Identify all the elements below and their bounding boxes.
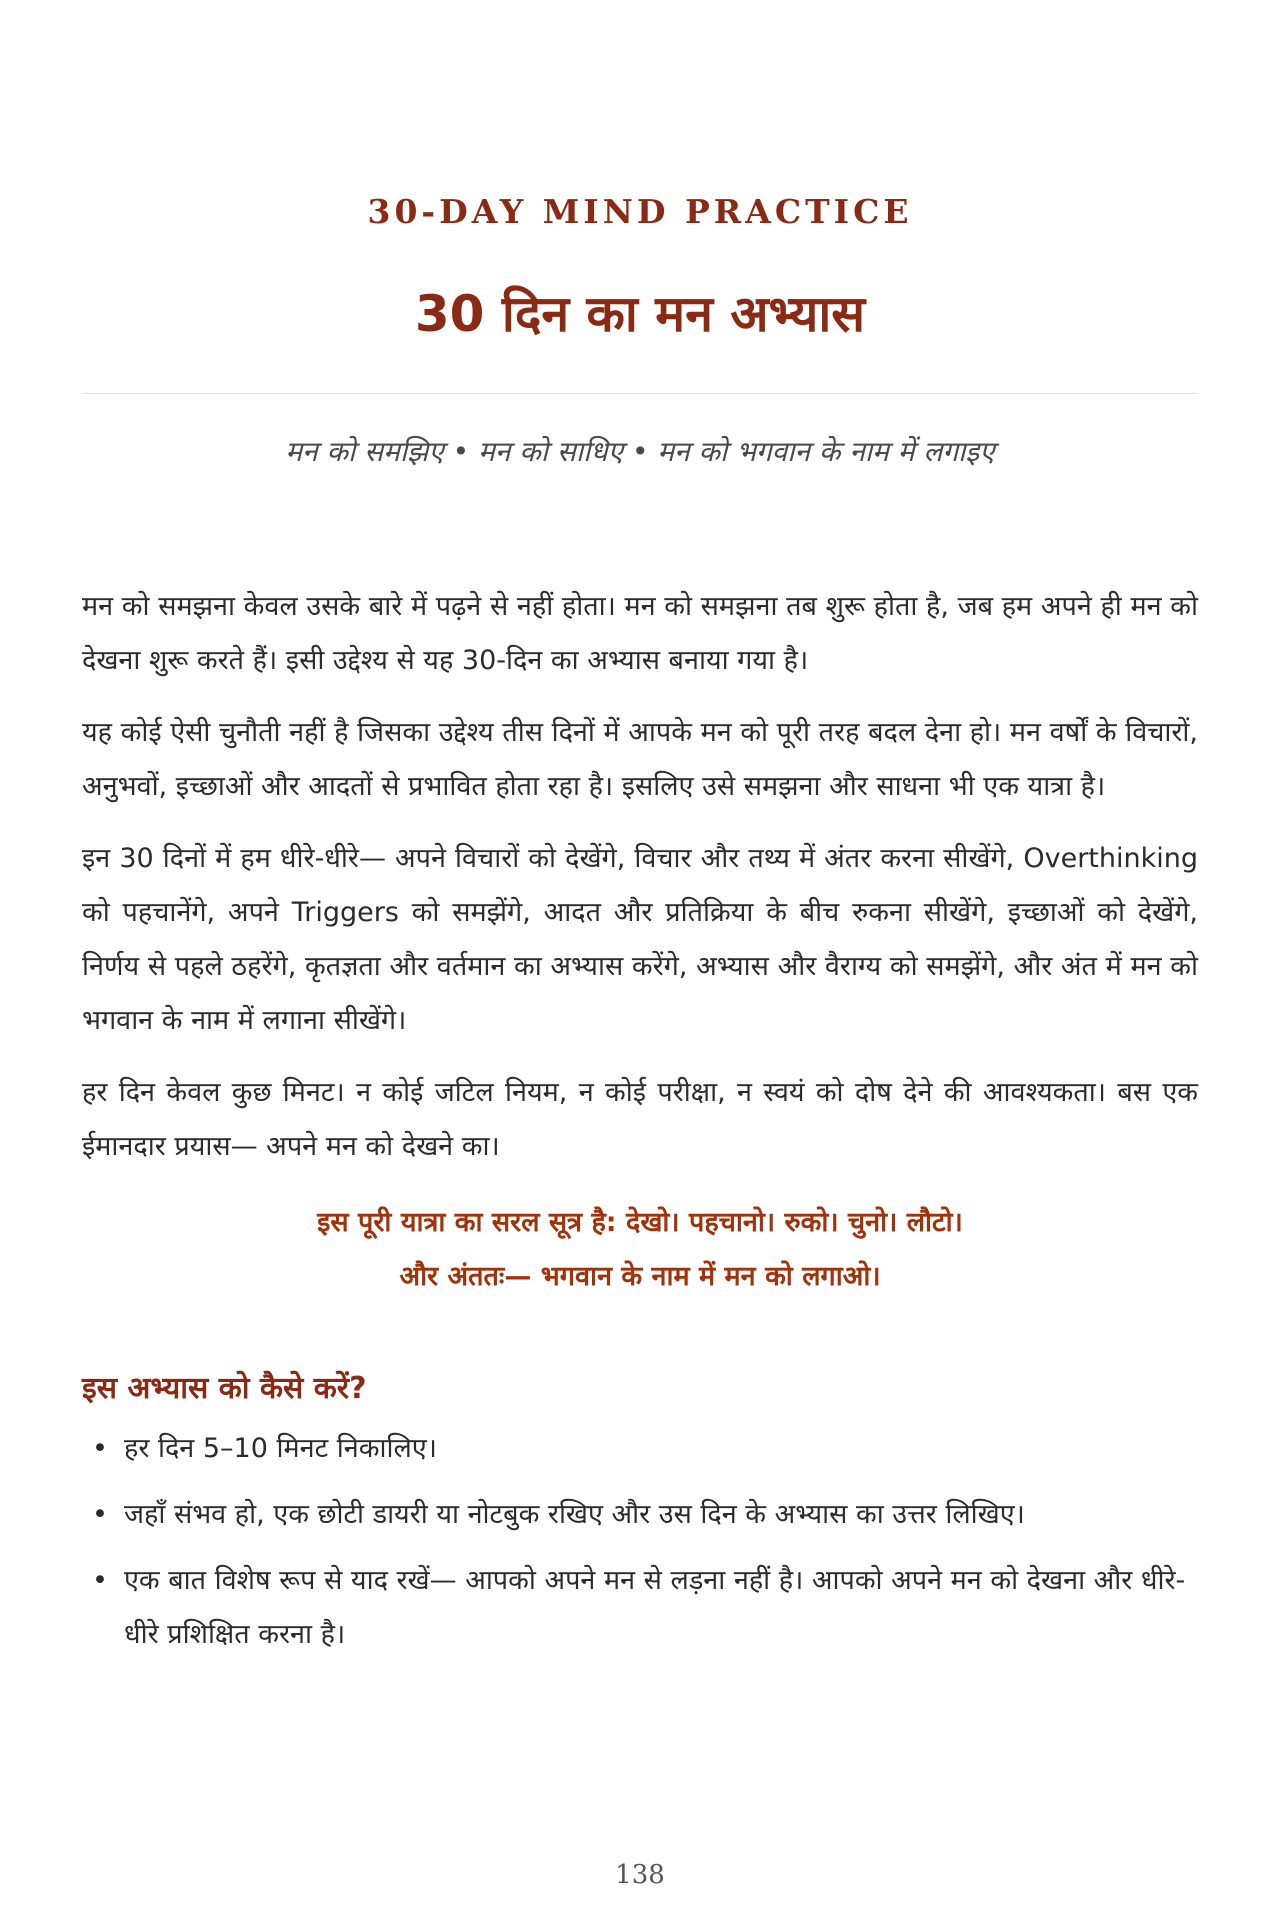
highlight-sutra — [82, 1196, 1198, 1304]
chapter-overline: 30-DAY MIND PRACTICE — [367, 192, 913, 231]
bullet-icon: • — [92, 1565, 108, 1596]
paragraph-3: इन 30 दिनों में हम धीरे-धीरे— अपने विचारों को देखेंगे, विचार और तथ्य में अंतर करना सीखेंगे, Overthinking को पहचानेंगे, अपने Triggers को समझेंगे, आदत और प्रतिक्रिया के बीच रुकना सीखेंगे, इच्छाओं को देखेंगे, निर्णय से पहले ठहरेंगे, कृतज्ञता और वर्तमान का अभ्यास करेंगे, अभ्यास और वैराग्य को समझेंगे, और अंत में मन को भगवान के नाम में लगाना सीखेंगे। — [82, 843, 1198, 1036]
list-item-text: एक बात विशेष रूप से याद रखें— आपको अपने मन से लड़ना नहीं है। आपको अपने मन को देखना और धीरे-धीरे प्रशिक्षित करना है। — [124, 1565, 1186, 1650]
sutra-line-2: और अंततः— भगवान के नाम में मन को लगाओ। — [399, 1261, 881, 1292]
instruction-list — [82, 1422, 1198, 1662]
list-item-text: हर दिन 5–10 मिनट निकालिए। — [124, 1433, 437, 1464]
paragraph-4: हर दिन केवल कुछ मिनट। न कोई जटिल नियम, न कोई परीक्षा, न स्वयं को दोष देने की आवश्यकता। बस एक ईमानदार प्रयास— अपने मन को देखने का। — [82, 1077, 1198, 1162]
list-item — [82, 1422, 1198, 1476]
paragraph-2: यह कोई ऐसी चुनौती नहीं है जिसका उद्देश्य तीस दिनों में आपके मन को पूरी तरह बदल देना हो। मन वर्षों के विचारों, अनुभवों, इच्छाओं और आदतों से प्रभावित होता रहा है। इसलिए उसे समझना और साधना भी एक यात्रा है। — [82, 717, 1198, 802]
list-item-text: जहाँ संभव हो, एक छोटी डायरी या नोटबुक रखिए और उस दिन के अभ्यास का उत्तर लिखिए। — [124, 1499, 1025, 1530]
section-heading: इस अभ्यास को कैसे करें? — [82, 1371, 367, 1406]
chapter-title: 30 दिन का मन अभ्यास — [414, 285, 866, 343]
bullet-icon: • — [92, 1433, 108, 1464]
page-number: 138 — [615, 1860, 665, 1890]
list-item — [82, 1554, 1198, 1662]
body-text — [82, 580, 1198, 1674]
chapter-tagline: मन को समझिए • मन को साधिए • मन को भगवान के नाम में लगाइए — [285, 435, 995, 468]
title-divider — [82, 393, 1198, 394]
paragraph-1: मन को समझना केवल उसके बारे में पढ़ने से नहीं होता। मन को समझना तब शुरू होता है, जब हम अपने ही मन को देखना शुरू करते हैं। इसी उद्देश्य से यह 30-दिन का अभ्यास बनाया गया है। — [82, 591, 1198, 676]
sutra-line-1: इस पूरी यात्रा का सरल सूत्र है: देखो। पहचानो। रुको। चुनो। लौटो। — [317, 1207, 963, 1238]
list-item — [82, 1488, 1198, 1542]
bullet-icon: • — [92, 1499, 108, 1530]
